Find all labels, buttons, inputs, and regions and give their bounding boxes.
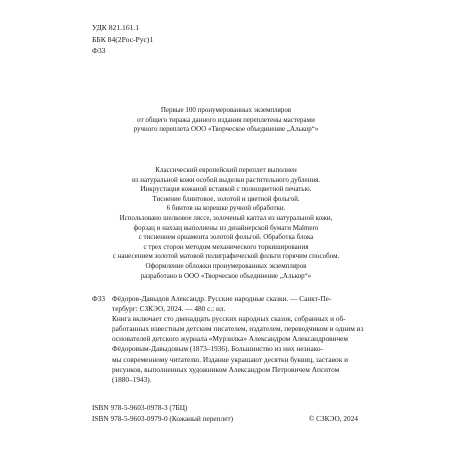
classification-block xyxy=(92,22,153,57)
binding-line: с тиснением орнамента золотой фольгой. Обработка блока xyxy=(138,233,314,242)
biblio-line: рисунков, выполненных художником Александром Петровичем Апситом xyxy=(112,364,340,374)
bbk-code: ББК 84(2Рос-Рус)1 xyxy=(92,34,154,44)
biblio-line: Фёдоровым-Давыдовым (1873–1936). Большинство из них незнако- xyxy=(112,344,323,354)
biblio-line: Фёдоров-Давыдов Александр. Русские народные сказки. — Санкт-Пе- xyxy=(112,294,332,303)
binding-line: Классический европейский переплет выполнен xyxy=(155,166,297,174)
isbn-block xyxy=(92,403,233,424)
copyright-notice: © СЗКЭО, 2024 xyxy=(308,413,358,423)
bibliographic-record xyxy=(92,294,364,385)
binding-line: форзац и нахзац выполнены из дизайнерской бумаги Malmero xyxy=(133,223,319,232)
isbn-line: ISBN 978-5-9603-0979-0 (Кожаный переплет) xyxy=(92,413,234,423)
limited-edition-line: ручного переплета ООО «Творческое объединение „Алькор“» xyxy=(133,125,319,134)
binding-line: Тиснение блинтовое, золотой и цветной фольгой. xyxy=(152,194,300,203)
biblio-line: работанных известным детским писателем, издателем, переводчиком и одним из xyxy=(112,324,364,334)
author-mark: Ф33 xyxy=(92,46,106,55)
limited-edition-note xyxy=(92,106,360,135)
biblio-line: Книга включает сто двенадцать русских народных сказок, собранных и об- xyxy=(112,314,346,324)
udk-code: УДК 821.161.1 xyxy=(92,23,140,32)
binding-line: с нанесением золотой матовой полиграфической фольги горячим способом. xyxy=(112,252,340,261)
binding-line: Оформление обложки пронумерованных экземпляров xyxy=(145,261,307,270)
biblio-line: (1880–1943). xyxy=(112,374,152,384)
binding-line: 6 бинтов на корешке ручной обработки. xyxy=(166,204,286,213)
binding-line: Инкрустация кожаной вставкой с полноцветной печатью. xyxy=(140,185,312,194)
biblio-text xyxy=(112,294,364,385)
binding-description xyxy=(92,166,360,281)
biblio-line: мы современному читателю. Издание украшают десятки буквиц, заставок и xyxy=(112,354,348,364)
isbn-line: ISBN 978-5-9603-0978-3 (7БЦ) xyxy=(92,403,188,412)
biblio-code: Ф33 xyxy=(92,294,106,303)
binding-line: разработано в ООО «Творческое объединение „Алькор“» xyxy=(140,271,312,280)
binding-line: с трех сторон методом механического торкиширования xyxy=(143,242,309,251)
limited-edition-line: от общего тиража данного издания переплетены мастерами xyxy=(137,115,315,124)
binding-line: Использовано шелковое ляссе, золоченый каптал из натуральной кожи, xyxy=(119,213,333,222)
limited-edition-line: Первые 100 пронумерованных экземпляров xyxy=(160,106,292,114)
binding-line: из натуральной кожи особой выделки растительного дубления. xyxy=(131,175,321,184)
biblio-line: тербург: СЗКЭО, 2024. — 480 с.: ил. xyxy=(112,304,226,314)
biblio-line: основателей детского журнала «Мурзилка» Александром Александровичем xyxy=(112,334,348,344)
